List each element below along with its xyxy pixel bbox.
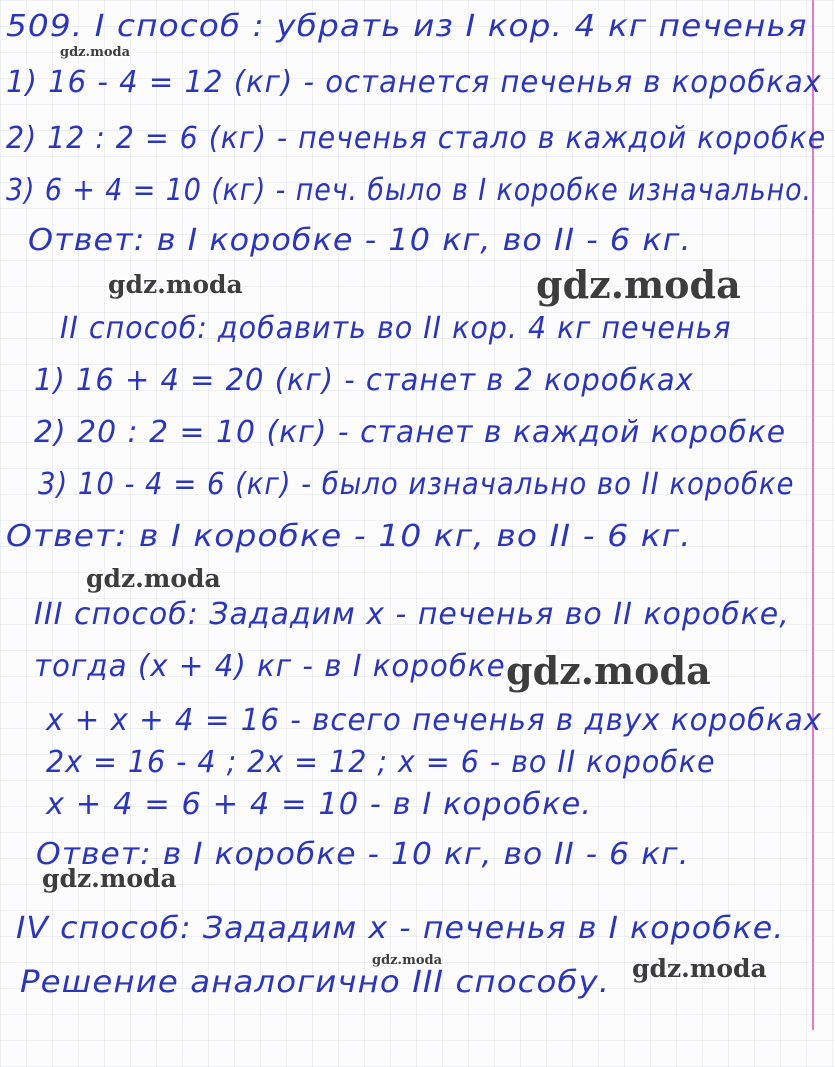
line-17: IV способ: Зададим x - печенья в I коробке. xyxy=(16,911,785,946)
line-5: Ответ: в I коробке - 10 кг, во II - 6 кг. xyxy=(28,223,692,258)
line-3: 2) 12 : 2 = 6 (кг) - печенья стало в каждой коробке xyxy=(6,121,827,156)
watermark: gdz.moda xyxy=(632,954,767,983)
line-18: Решение аналогично III способу. xyxy=(20,965,611,1000)
watermark: gdz.moda xyxy=(86,564,221,593)
watermark: gdz.moda xyxy=(60,45,131,60)
line-7: 1) 16 + 4 = 20 (кг) - станет в 2 коробках xyxy=(34,363,694,398)
line-1: 509. I способ : убрать из I кор. 4 кг печенья xyxy=(6,9,808,44)
line-13: x + x + 4 = 16 - всего печенья в двух коробках xyxy=(46,703,823,738)
line-9: 3) 10 - 4 = 6 (кг) - было изначально во II коробке xyxy=(38,467,795,502)
watermark: gdz.moda xyxy=(42,864,177,893)
line-10: Ответ: в I коробке - 10 кг, во II - 6 кг. xyxy=(6,519,692,554)
watermark: gdz.moda xyxy=(108,270,243,299)
line-2: 1) 16 - 4 = 12 (кг) - останется печенья в коробках xyxy=(6,65,822,100)
line-4: 3) 6 + 4 = 10 (кг) - печ. было в I коробке изначально. xyxy=(6,173,812,208)
line-16: Ответ: в I коробке - 10 кг, во II - 6 кг. xyxy=(36,837,690,872)
watermark: gdz.moda xyxy=(536,262,741,307)
watermark: gdz.moda xyxy=(372,953,443,968)
line-6: II способ: добавить во II кор. 4 кг печенья xyxy=(60,311,732,346)
line-11: III способ: Зададим x - печенья во II коробке, xyxy=(34,597,790,632)
line-8: 2) 20 : 2 = 10 (кг) - станет в каждой коробке xyxy=(34,415,787,450)
line-12: тогда (x + 4) кг - в I коробке xyxy=(34,649,506,684)
watermark: gdz.moda xyxy=(506,648,711,693)
line-15: x + 4 = 6 + 4 = 10 - в I коробке. xyxy=(46,787,593,822)
line-14: 2x = 16 - 4 ; 2x = 12 ; x = 6 - во II коробке xyxy=(46,745,716,780)
